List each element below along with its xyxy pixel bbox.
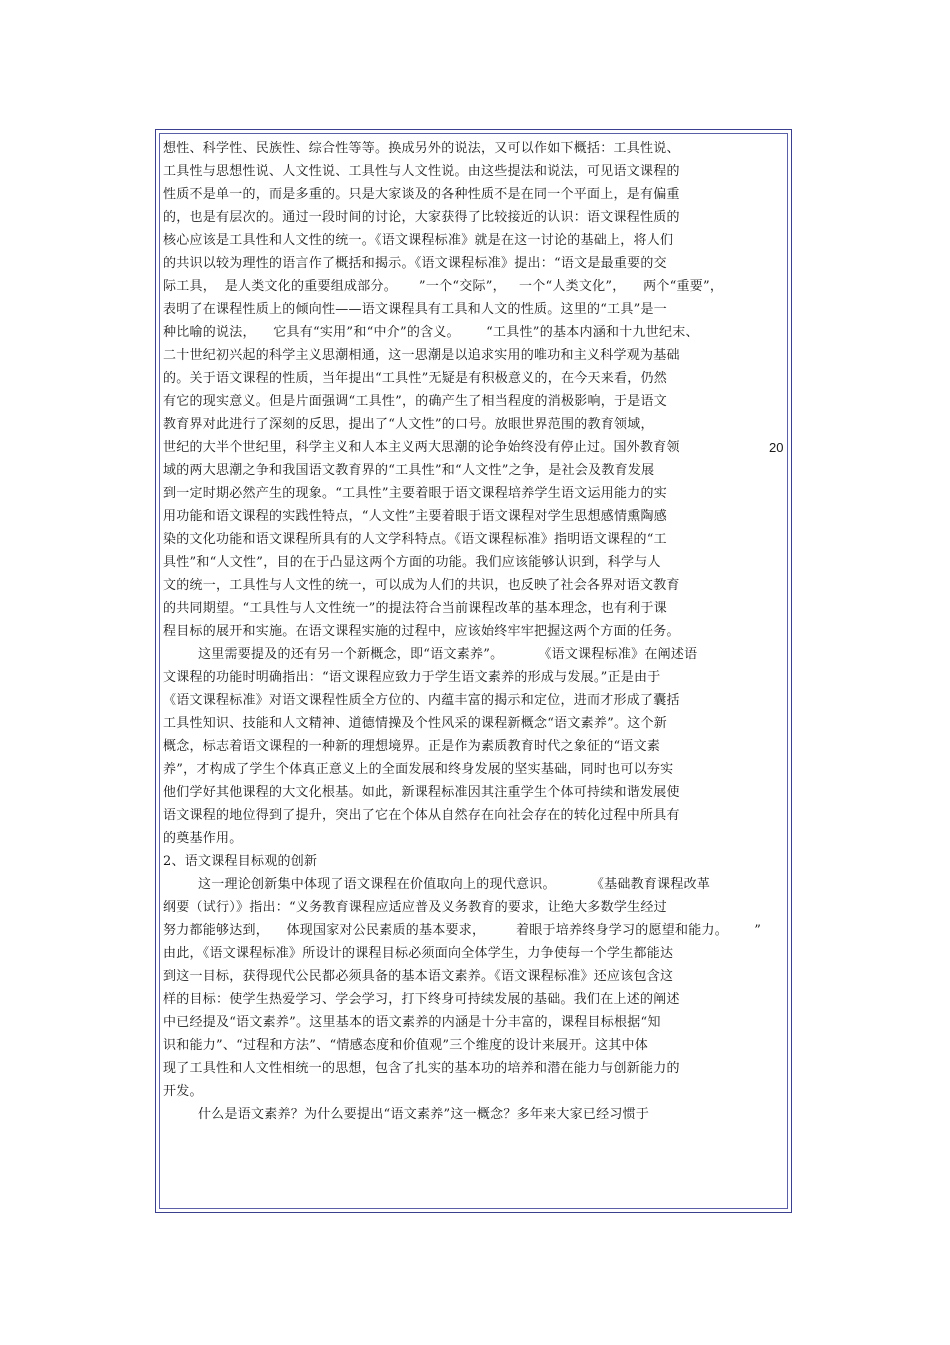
text-line: 文课程的功能时明确指出：“语文课程应致力于学生语文素养的形成与发展。”正是由于 [163,670,661,685]
text-line: 程目标的展开和实施。在语文课程实施的过程中，应该始终牢牢把握这两个方面的任务。 [163,624,680,639]
text-line: 的共同期望。“工具性与人文性统一”的提法符合当前课程改革的基本理念，也有利于课 [163,601,668,616]
text-line: 他们学好其他课程的大文化根基。如此，新课程标准因其注重学生个体可持续和谐发展使 [163,785,680,800]
text-line: 有它的现实意义。但是片面强调“工具性”，的确产生了相当程度的消极影响，于是语文 [163,394,668,409]
text-line: 努力都能够达到， 体现国家对公民素质的基本要求， 着眼于培养终身学习的愿望和能力。 ” [163,923,762,938]
text-line: 际工具， 是人类文化的重要组成部分。 ”一个“交际”， 一个“人类文化”， 两个“重要”， [163,279,724,294]
text-line: 现了工具性和人文性相统一的思想，包含了扎实的基本功的培养和潜在能力与创新能力的 [163,1061,680,1076]
text-line: 语文课程的地位得到了提升，突出了它在个体从自然存在向社会存在的转化过程中所具有 [163,808,680,823]
text-line: 表明了在课程性质上的倾向性——语文课程具有工具和人文的性质。这里的“工具”是一 [163,302,668,317]
section-heading: 2、语文课程目标观的创新 [163,854,318,869]
text-line: 到这一目标，获得现代公民都必须具备的基本语文素养。《语文课程标准》还应该包含这 [163,969,674,984]
text-line: 由此，《语文课程标准》所设计的课程目标必须面向全体学生，力争使每一个学生都能达 [163,946,674,961]
text-line: 的。关于语文课程的性质，当年提出“工具性”无疑是有积极意义的，在今天来看，仍然 [163,371,668,386]
text-line: 用功能和语文课程的实践性特点，“人文性”主要着眼于语文课程对学生思想感情熏陶感 [163,509,668,524]
text-line: 二十世纪初兴起的科学主义思潮相通，这一思潮是以追求实用的唯功和主义科学观为基础 [163,348,680,363]
text-line: 染的文化功能和语文课程所具有的人文学科特点。《语文课程标准》指明语文课程的“工 [163,532,667,547]
text-line: 什么是语文素养？为什么要提出“语文素养”这一概念？多年来大家已经习惯于 [163,1107,650,1122]
text-line: 工具性知识、技能和人文精神、道德情操及个性风采的课程新概念“语文素养”。这个新 [163,716,668,731]
text-line: 性质不是单一的，而是多重的。只是大家谈及的各种性质不是在同一个平面上，是有偏重 [163,187,680,202]
text-line: 文的统一，工具性与人文性的统一，可以成为人们的共识，也反映了社会各界对语文教育 [163,578,680,593]
text-line: 纲要（试行）》指出：“义务教育课程应适应普及义务教育的要求，让绝大多数学生经过 [163,900,667,915]
text-line: 样的目标：使学生热爱学习、学会学习，打下终身可持续发展的基础。我们在上述的阐述 [163,992,680,1007]
text-line: 这一理论创新集中体现了语文课程在价值取向上的现代意识。 《基础教育课程改革 [163,877,711,892]
text-line: 《语文课程标准》对语文课程性质全方位的、内蕴丰富的揭示和定位，进而才形成了囊括 [163,693,680,708]
text-line: 到一定时期必然产生的现象。“工具性”主要着眼于语文课程培养学生语文运用能力的实 [163,486,668,501]
page-number: 20 [769,440,784,455]
text-line: 的，也是有层次的。通过一段时间的讨论，大家获得了比较接近的认识：语文课程性质的 [163,210,680,225]
text-line: 概念，标志着语文课程的一种新的理想境界。正是作为素质教育时代之象征的“语文素 [163,739,661,754]
text-line: 这里需要提及的还有另一个新概念，即“语文素养”。 《语文课程标准》在阐述语 [163,647,698,662]
text-line: 域的两大思潮之争和我国语文教育界的“工具性”和“人文性”之争，是社会及教育发展 [163,463,655,478]
text-line: 核心应该是工具性和人文性的统一。《语文课程标准》就是在这一讨论的基础上，将人们 [163,233,674,248]
text-line: 养”，才构成了学生个体真正意义上的全面发展和终身发展的坚实基础，同时也可以夯实 [163,762,674,777]
text-line: 种比喻的说法， 它具有“实用”和“中介”的含义。 “工具性”的基本内涵和十九世纪末、 [163,325,699,340]
text-line: 开发。 [163,1084,203,1099]
text-line: 识和能力”、“过程和方法”、“情感态度和价值观”三个维度的设计来展开。这其中体 [163,1038,648,1053]
text-line: 工具性与思想性说、人文性说、工具性与人文性说。由这些提法和说法，可见语文课程的 [163,164,680,179]
text-line: 的共识以较为理性的语言作了概括和揭示。《语文课程标准》提出：“语文是最重要的交 [163,256,667,271]
text-line: 世纪的大半个世纪里，科学主义和人本主义两大思潮的论争始终没有停止过。国外教育领 [163,440,680,455]
text-line: 中已经提及“语文素养”。这里基本的语文素养的内涵是十分丰富的，课程目标根据“知 [163,1015,661,1030]
text-line: 的奠基作用。 [163,831,243,846]
text-line: 具性”和“人文性”，目的在于凸显这两个方面的功能。我们应该能够认识到，科学与人 [163,555,661,570]
text-line: 教育界对此进行了深刻的反思，提出了“人文性”的口号。放眼世界范围的教育领域， [163,417,654,432]
text-line: 想性、科学性、民族性、综合性等等。换成另外的说法，又可以作如下概括：工具性说、 [163,141,680,156]
